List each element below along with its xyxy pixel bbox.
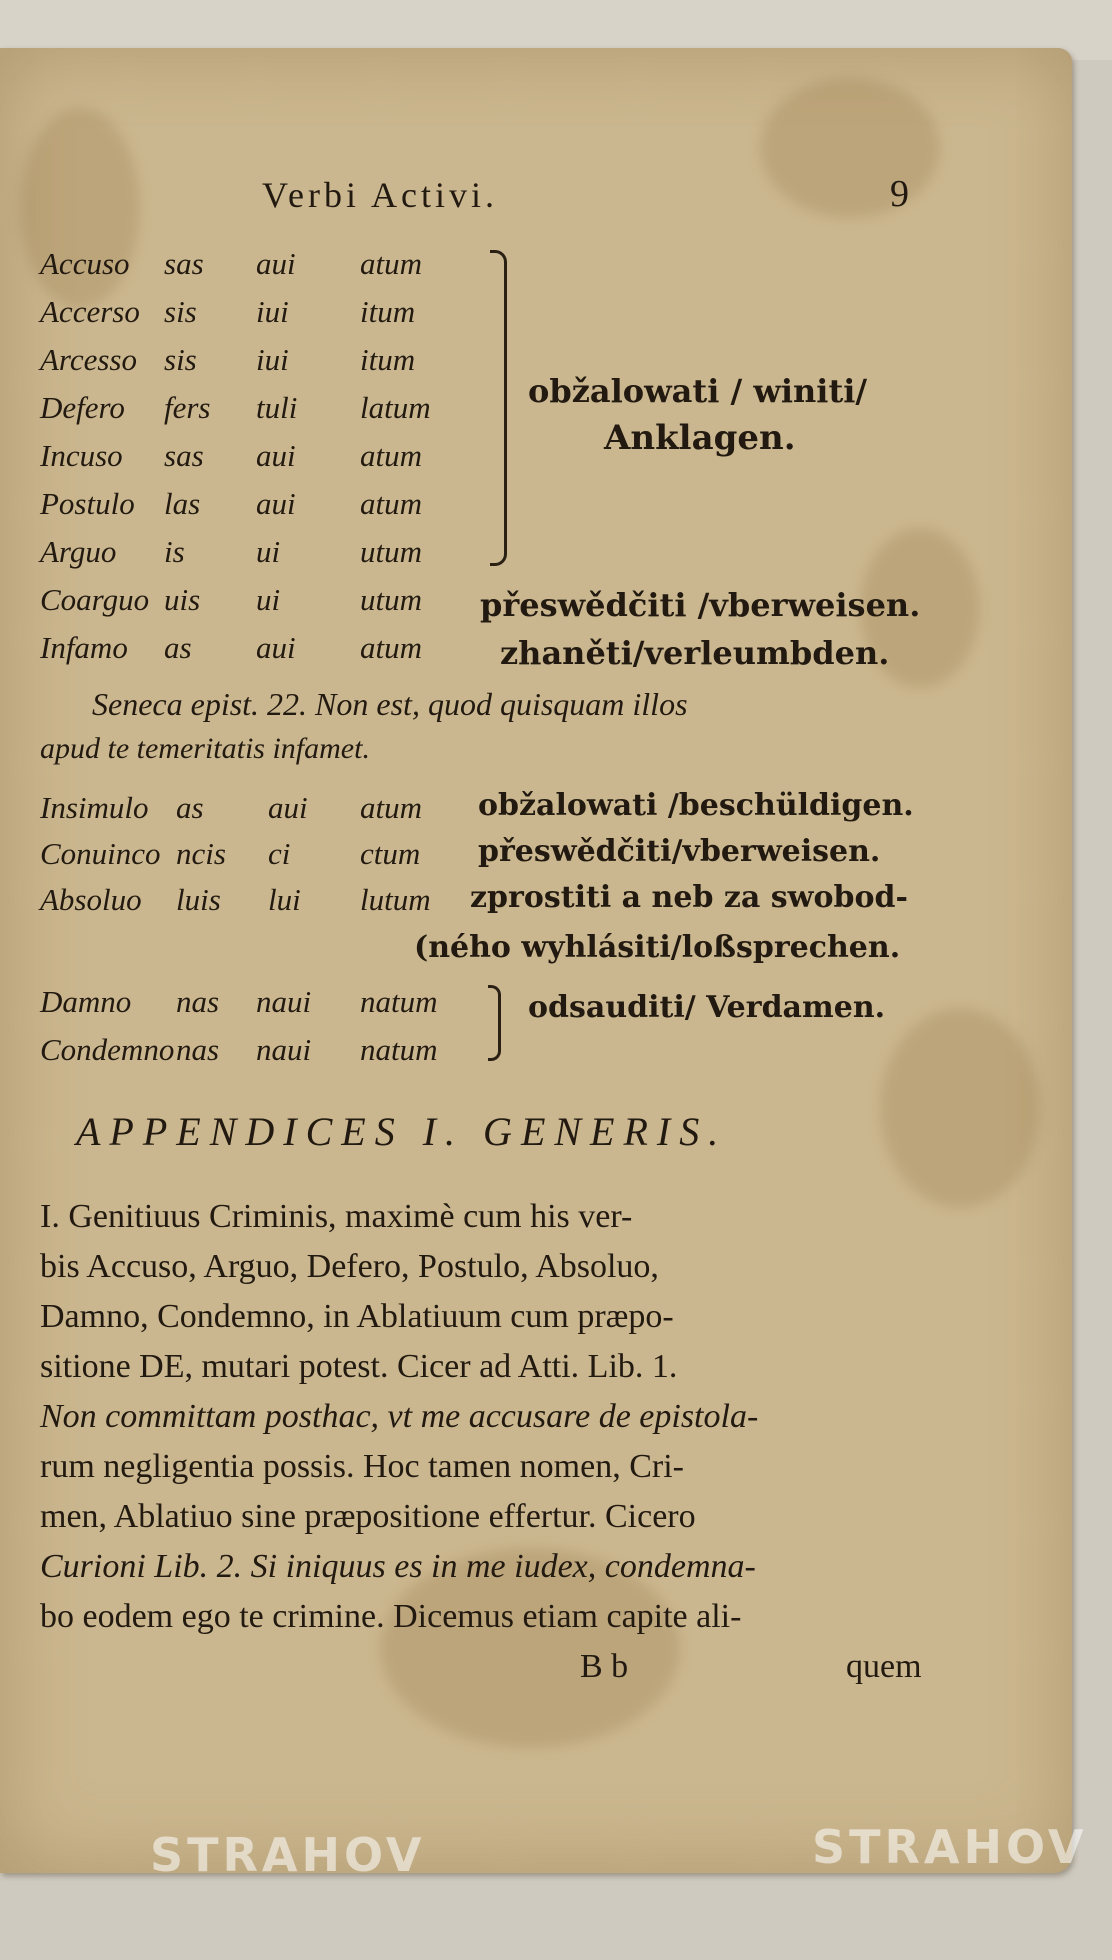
body-line: men, Ablatiuo sine præpositione effertur. Cicero — [40, 1498, 696, 1535]
verb3-cell: naui — [256, 1032, 312, 1067]
gloss-absoluo-line1: zprostiti a neb za swobod- — [470, 880, 908, 915]
verb-cell: las — [164, 486, 201, 521]
verb-cell: itum — [360, 342, 416, 377]
verb-cell: is — [164, 534, 185, 569]
verb-cell: latum — [360, 390, 431, 425]
verb-cell: atum — [360, 630, 422, 665]
body-line: rum negligentia possis. Hoc tamen nomen, Cri- — [40, 1448, 684, 1485]
verb-cell: Accerso — [40, 294, 140, 329]
verb3-cell: Damno — [40, 984, 132, 1019]
gloss-absoluo-line2: (ného wyhlásiti/loßsprechen. — [414, 930, 901, 965]
verb-cell: utum — [360, 534, 422, 569]
verb-cell: sas — [164, 438, 204, 473]
verb-cell: iui — [256, 342, 289, 377]
verb-cell: aui — [256, 246, 296, 281]
verb2-cell: ctum — [360, 836, 421, 871]
gloss-infamo: zhaněti/verleumbden. — [500, 634, 890, 672]
verb-cell: Coarguo — [40, 582, 150, 617]
brace-group1 — [490, 250, 507, 566]
verb2-cell: atum — [360, 790, 422, 825]
body-line: Damno, Condemno, in Ablatiuum cum præpo- — [40, 1298, 674, 1335]
verb2-cell: as — [176, 790, 204, 825]
verb-cell: iui — [256, 294, 289, 329]
verb-cell: Accuso — [40, 246, 130, 281]
verb2-cell: luis — [176, 882, 221, 917]
verb-cell: sas — [164, 246, 204, 281]
verb2-cell: ncis — [176, 836, 226, 871]
verb2-cell: ci — [268, 836, 291, 871]
seneca-line2: apud te temeritatis infamet. — [40, 732, 370, 765]
verb-cell: atum — [360, 486, 422, 521]
verb-cell: Defero — [40, 390, 125, 425]
verb3-cell: Condemno — [40, 1032, 175, 1067]
verb3-cell: nas — [176, 984, 220, 1019]
signature-mark: B b — [580, 1648, 629, 1685]
verb3-cell: naui — [256, 984, 312, 1019]
verb2-cell: lutum — [360, 882, 431, 917]
verb-cell: Infamo — [40, 630, 128, 665]
catchword: quem — [846, 1648, 922, 1685]
gloss-damno: odsauditi/ Verdamen. — [528, 990, 886, 1025]
body-line: I. Genitiuus Criminis, maximè cum his ver- — [40, 1198, 633, 1235]
verb-cell: uis — [164, 582, 201, 617]
verb-cell: aui — [256, 486, 296, 521]
verb-cell: as — [164, 630, 192, 665]
body-line: Non committam posthac, vt me accusare de epistola- — [40, 1398, 759, 1435]
verb2-cell: Conuinco — [40, 836, 161, 871]
body-line: bis Accuso, Arguo, Defero, Postulo, Absoluo, — [40, 1248, 659, 1285]
seneca-line1: Seneca epist. 22. Non est, quod quisquam illos — [92, 686, 688, 722]
verb3-cell: natum — [360, 1032, 438, 1067]
verb-cell: tuli — [256, 390, 298, 425]
body-line: Curioni Lib. 2. Si iniquus es in me iudex, condemna- — [40, 1548, 756, 1585]
verb-cell: itum — [360, 294, 416, 329]
running-title: Verbi Activi. — [262, 175, 498, 215]
verb-cell: fers — [164, 390, 211, 425]
verb2-cell: Insimulo — [40, 790, 149, 825]
verb-cell: atum — [360, 246, 422, 281]
verb-cell: ui — [256, 534, 281, 569]
gloss-insimulo: obžalowati /beschüldigen. — [478, 788, 914, 823]
verb2-cell: lui — [268, 882, 301, 917]
verb-cell: sis — [164, 294, 197, 329]
gloss-conuinco: přeswědčiti/vberweisen. — [478, 834, 881, 869]
page-number: 9 — [890, 173, 913, 215]
verb3-cell: nas — [176, 1032, 220, 1067]
verb-cell: atum — [360, 438, 422, 473]
gloss-group1-line2: Anklagen. — [604, 418, 796, 458]
verb-cell: utum — [360, 582, 422, 617]
gloss-group1-line1: obžalowati / winiti/ — [528, 372, 868, 410]
verb-cell: aui — [256, 630, 296, 665]
verb-cell: ui — [256, 582, 281, 617]
verb2-cell: aui — [268, 790, 308, 825]
verb3-cell: natum — [360, 984, 438, 1019]
verb-cell: Arguo — [40, 534, 117, 569]
brace-damno — [488, 985, 501, 1061]
verb-cell: Incuso — [40, 438, 123, 473]
verb-cell: sis — [164, 342, 197, 377]
body-line: sitione DE, mutari potest. Cicer ad Atti. Lib. 1. — [40, 1348, 678, 1385]
verb-cell: aui — [256, 438, 296, 473]
watermark-left: STRAHOV — [150, 1828, 426, 1882]
gloss-coarguo: přeswědčiti /vberweisen. — [480, 586, 921, 624]
verb-cell: Postulo — [40, 486, 135, 521]
verb2-cell: Absoluo — [40, 882, 142, 917]
watermark-right: STRAHOV — [812, 1820, 1088, 1874]
section-title: APPENDICES I. GENERIS. — [76, 1109, 728, 1154]
body-line: bo eodem ego te crimine. Dicemus etiam capite ali- — [40, 1598, 742, 1635]
verb-cell: Arcesso — [40, 342, 137, 377]
